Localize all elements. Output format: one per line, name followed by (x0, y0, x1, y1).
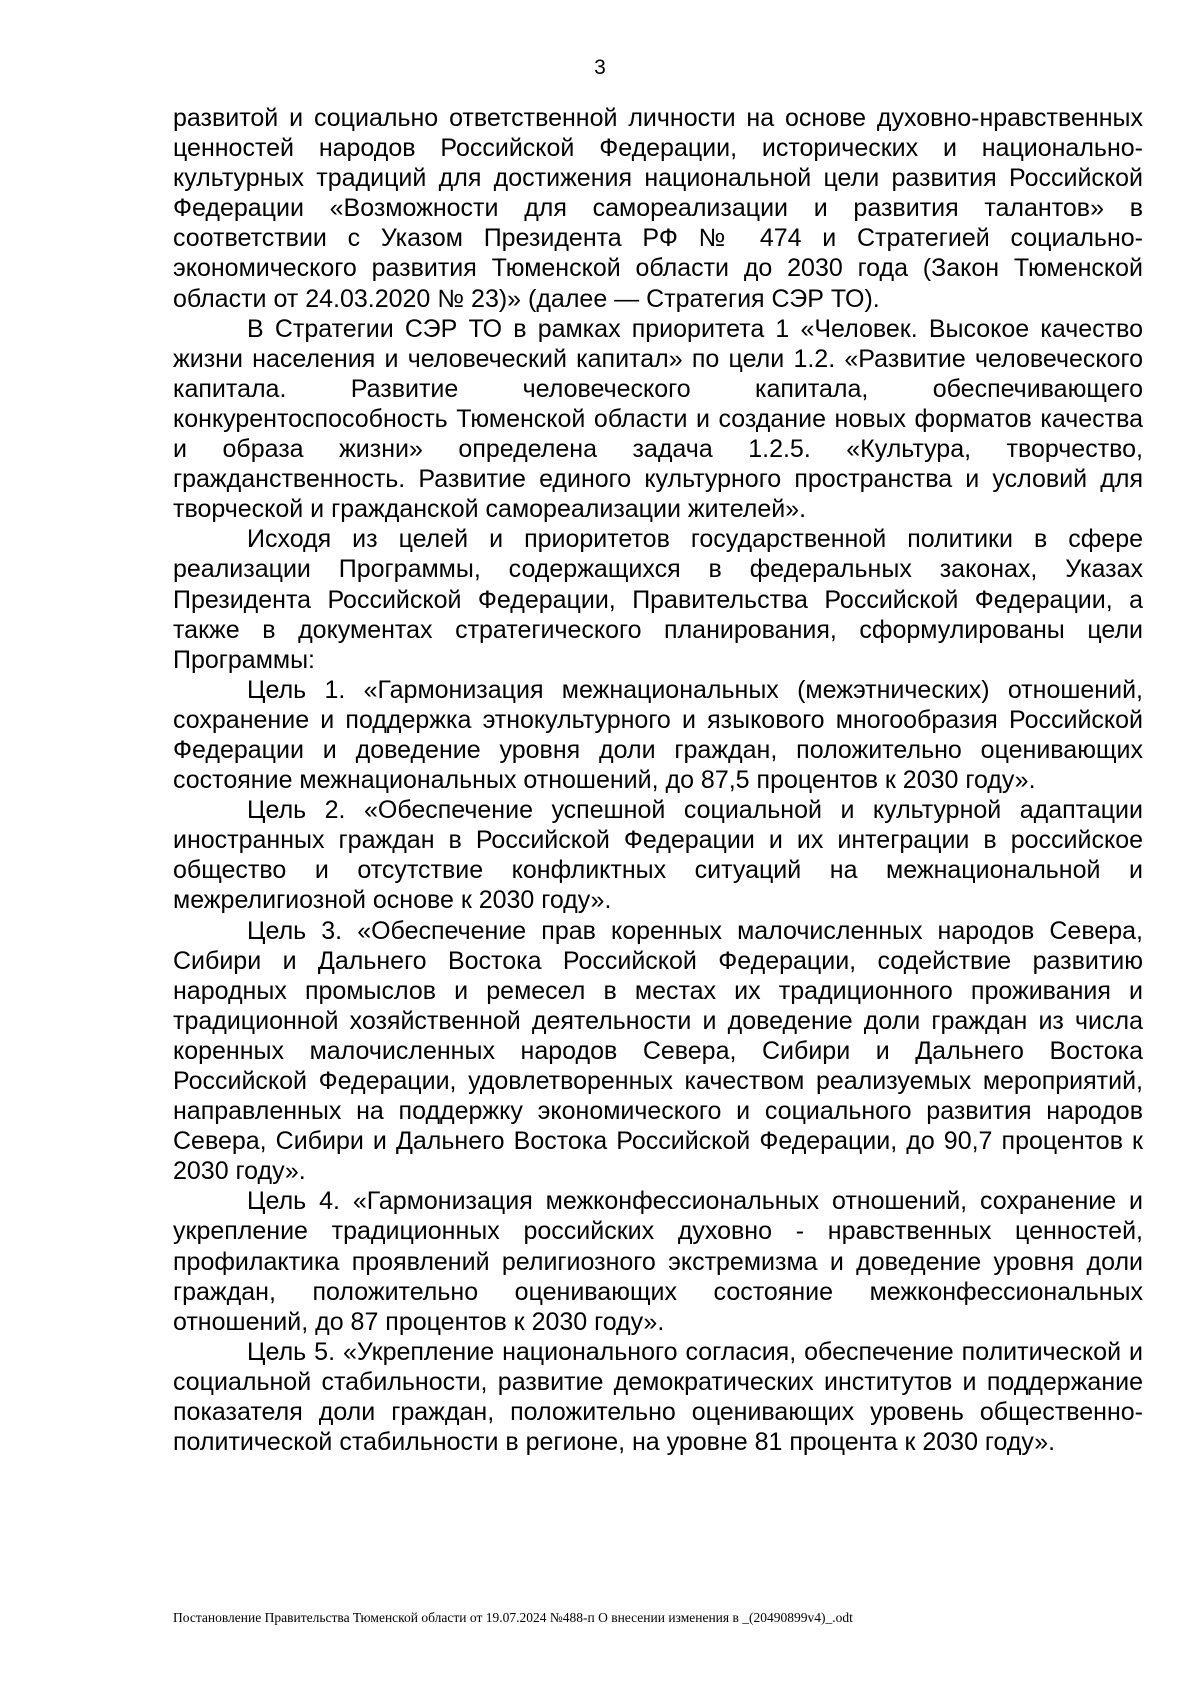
paragraph-goal-5: Цель 5. «Укрепление национального согласия, обеспечение политической и социальной стабильности, развитие демократических институтов и поддержание показателя доли граждан, положительно оценивающих уровень общественно-политической стабильности в регионе, на уровне 81 процента к 2030 году». (173, 1337, 1143, 1457)
paragraph-goal-4: Цель 4. «Гармонизация межконфессиональных отношений, сохранение и укрепление традиционных российских духовно - нравственных ценностей, профилактика проявлений религиозного экстремизма и доведение уровня доли граждан, положительно оценивающих состояние межконфессиональных отношений, до 87 процентов к 2030 году». (173, 1187, 1143, 1336)
paragraph-goal-3: Цель 3. «Обеспечение прав коренных малочисленных народов Севера, Сибири и Дальнего Востока Российской Федерации, содействие развитию народных промыслов и ремесел в местах их традиционного проживания и традиционной хозяйственной деятельности и доведение доли граждан из числа коренных малочисленных народов Севера, Сибири и Дальнего Востока Российской Федерации, удовлетворенных качеством реализуемых мероприятий, направленных на поддержку экономического и социального развития народов Севера, Сибири и Дальнего Востока Российской Федерации, до 90,7 процентов к 2030 году». (173, 916, 1143, 1186)
paragraph-program-goals-intro: Исходя из целей и приоритетов государственной политики в сфере реализации Программы, содержащихся в федеральных законах, Указах Президента Российской Федерации, Правительства Российской Федерации, а также в документах стратегического планирования, сформулированы цели Программы: (173, 525, 1143, 674)
paragraph-strategy-ser-to: В Стратегии СЭР ТО в рамках приоритета 1 «Человек. Высокое качество жизни населения и человеческий капитал» по цели 1.2. «Развитие человеческого капитала. Развитие человеческого капитала, обеспечивающего конкурентоспособность Тюменской области и создание новых форматов качества и образа жизни» определена задача 1.2.5. «Культура, творчество, гражданственность. Развитие единого культурного пространства и условий для творческой и гражданской самореализации жителей». (173, 314, 1143, 524)
page-number: 3 (594, 56, 606, 79)
document-footer: Постановление Правительства Тюменской области от 19.07.2024 №488-п О внесении изменения в _(20490899v4)_.odt (173, 1610, 853, 1625)
paragraph-goal-2: Цель 2. «Обеспечение успешной социальной и культурной адаптации иностранных граждан в Российской Федерации и их интеграции в российское общество и отсутствие конфликтных ситуаций на межнациональной и межрелигиозной основе к 2030 году». (173, 796, 1143, 915)
document-body (173, 103, 1143, 1457)
paragraph-strategy-intro: развитой и социально ответственной личности на основе духовно-нравственных ценностей народов Российской Федерации, исторических и национально-культурных традиций для достижения национальной цели развития Российской Федерации «Возможности для самореализации и развития талантов» в соответствии с Указом Президента РФ № 474 и Стратегией социально-экономического развития Тюменской области до 2030 года (Закон Тюменской области от 24.03.2020 № 23)» (далее — Стратегия СЭР ТО). (173, 104, 1143, 313)
paragraph-goal-1: Цель 1. «Гармонизация межнациональных (межэтнических) отношений, сохранение и поддержка этнокультурного и языкового многообразия Российской Федерации и доведение уровня доли граждан, положительно оценивающих состояние межнациональных отношений, до 87,5 процентов к 2030 году». (173, 675, 1143, 795)
